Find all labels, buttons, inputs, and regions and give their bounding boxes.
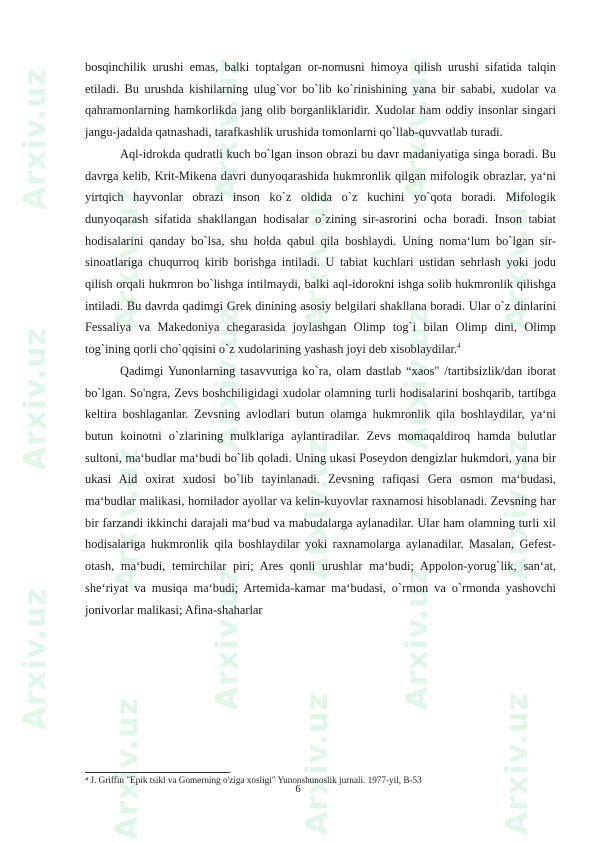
watermark: Arxiv.uz bbox=[210, 307, 245, 450]
footnote-divider bbox=[85, 772, 230, 773]
watermark: Arxiv.uz bbox=[400, 307, 435, 450]
watermark: Arxiv.uz bbox=[500, 437, 535, 580]
watermark: Arxiv.uz bbox=[210, 567, 245, 710]
watermark: Arxiv.uz bbox=[400, 57, 435, 200]
watermark: Arxiv.uz bbox=[300, 437, 335, 580]
watermark: Arxiv.uz bbox=[110, 187, 145, 330]
watermark: Arxiv.uz bbox=[500, 187, 535, 330]
paragraph: bosqinchilik urushi emas, balki toptalgan or-nomusni himoya qilish urushi sifatida talqin etiladi. Bu urushda kishilarning ulug`vor bo`lib ko`rinishining yana bir sababi, xudolar va qahramonlarning hamkorlikda jang olib borganliklaridir. Xudolar ham oddiy insonlar singari jangu-jadalda qatnashadi, tarafkashlik urushida tomonlarni qo`llab-quvvatlab turadi. bbox=[85, 60, 556, 140]
paragraph-text: Aql-idrokda qudratli kuch bo`lgan inson obrazi bu davr madaniyatiga singa boradi. Bu davrga kelib, Krit-Mikena davri dunyoqarashida hukmronlik qilgan mifologik obrazlar, ya‘ni yirtqich hayvonlar obrazi inson ko`z oldida o`z kuchini yo`qota boradi. Mifologik dunyoqarash sifatida shakllangan hodisalar o`zining sir-asrorini ocha boradi. Inson tabiat hodisalarini qanday bo`lsa, shu holda qabul qila boshlaydi. Uning noma‘lum bo`lgan sir-sinoatlariga chuqurroq kirib borishga intiladi. U tabiat kuchlari ustidan sehrlash yoki jodu qilish orqali hukmron bo`lishga intilmaydi, balki aql-idorokni ishga solib hukmronlik qilishga intiladi. Bu davrda qadimgi Grek dinining asosiy belgilari shakllana boradi. Ular o`z dinlarini Fessaliya va Makedoniya chegarasida joylashgan Olimp tog`i bilan Olimp dini, Olimp tog`ining qorli cho`qqisini o`z xudolarining yashash joyi deb xisoblaydilar. bbox=[85, 146, 556, 357]
watermark: Arxiv.uz bbox=[18, 587, 53, 730]
watermark: Arxiv.uz bbox=[110, 697, 145, 840]
footnote: ⁴ J. Griffin "Epik tsikl va Gomerning o'ziga xosligi" Yunonshunoslik jurnali. 1977-yil, B-53 bbox=[85, 775, 422, 785]
watermark: Arxiv.uz bbox=[18, 327, 53, 470]
watermark: Arxiv.uz bbox=[400, 567, 435, 710]
body-text bbox=[85, 57, 556, 621]
watermark: Arxiv.uz bbox=[210, 57, 245, 200]
page-number: 6 bbox=[295, 784, 301, 795]
watermark: Arxiv.uz bbox=[300, 187, 335, 330]
paragraph: Qadimgi Yunonlarning tasavvuriga ko`ra, olam dastlab “xaos" /tartibsizlik/dan iborat bo`lgan. So'ngra, Zevs boshchiligidagi xudolar olamning turli hodisalarini boshqarib, tartibga keltira boshlaganlar. Zevsning avlodlari butun olamga hukmronlik qila boshlaydilar, ya‘ni butun koinotni o`zlarining mulklariga aylantiradilar. Zevs momaqaldiroq hamda bulutlar sultoni, ma‘budlar ma‘budi bo`lib qoladi. Uning ukasi Poseydon dengizlar hukmdori, yana bir ukasi Aid oxirat xudosi bo`lib tayinlanadi. Zevsning rafiqasi Gera osmon ma‘budasi, ma‘budlar malikasi, homilador ayollar va kelin-kuyovlar raxnamosi hisoblanadi. Zevsning har bir farzandi ikkinchi darajali ma‘bud va mabudalarga aylanadilar. Ular ham olamning turli xil hodisalariga hukmronlik qila boshlaydilar yoki raxnamolarga aylanadilar. Masalan, Gefest-otash, ma‘budi, temirchilar piri; Ares qonli urushlar ma‘budi; Appolon-yorug`lik, san‘at, she‘riyat va musiqa ma‘budi; Artemida-kamar ma‘budasi, o`rmon va o`rmonda yashovchi jonivorlar malikasi; Afina-shaharlar bbox=[85, 363, 556, 617]
paragraph bbox=[85, 144, 556, 361]
footnote-reference: 4 bbox=[457, 342, 461, 351]
watermark: Arxiv.uz bbox=[300, 692, 335, 835]
watermark: Arxiv.uz bbox=[110, 447, 145, 590]
watermark: Arxiv.uz bbox=[500, 692, 535, 835]
watermark: Arxiv.uz bbox=[18, 67, 53, 210]
